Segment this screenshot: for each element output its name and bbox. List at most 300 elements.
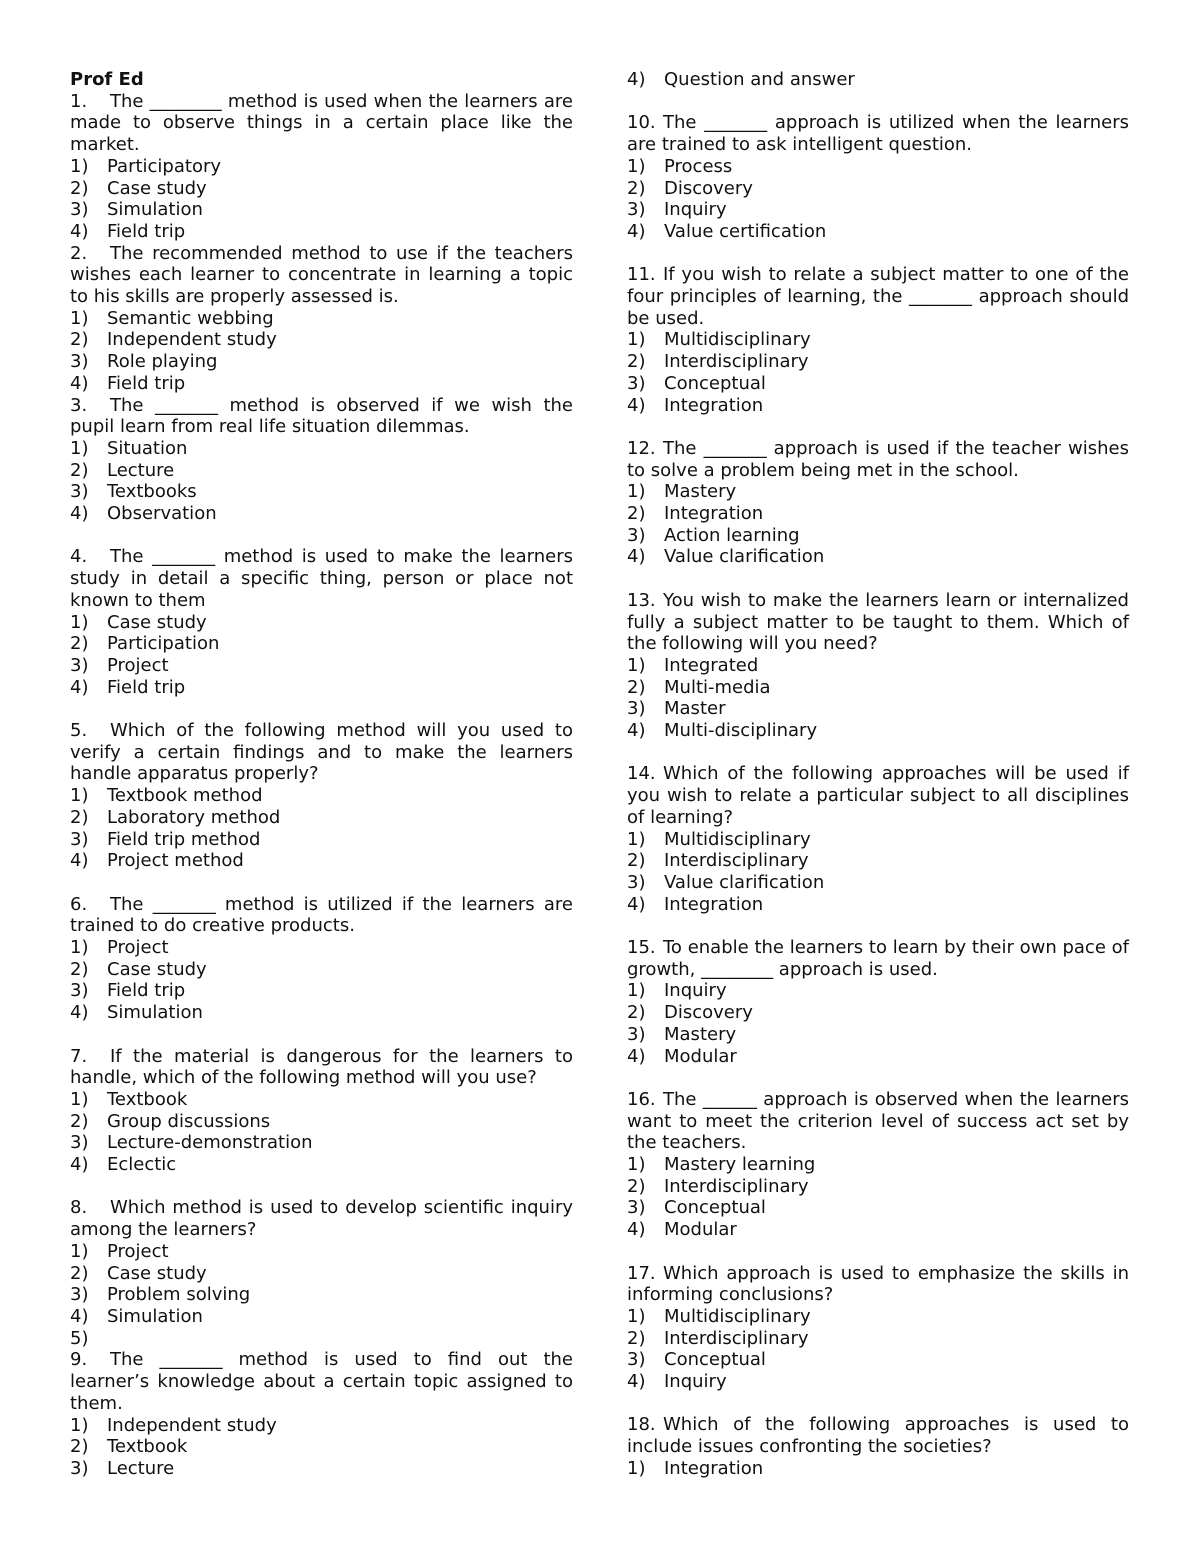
answer-option <box>627 525 1129 547</box>
right-lead-options <box>627 69 1129 91</box>
answer-option <box>627 481 1129 503</box>
question-stem <box>627 1089 1129 1154</box>
option-number: 3) <box>627 1023 646 1045</box>
answer-option <box>627 395 1129 417</box>
option-text: Interdisciplinary <box>664 1175 809 1197</box>
question-item <box>627 1414 1129 1479</box>
question-number: 6. <box>70 893 88 915</box>
answer-option <box>70 612 573 634</box>
option-number: 4) <box>70 850 89 872</box>
option-number: 3) <box>70 654 89 676</box>
option-text: Inquiry <box>664 199 727 221</box>
document-title: Prof Ed <box>70 69 144 90</box>
question-stem <box>70 720 573 785</box>
spacer <box>627 568 1129 590</box>
question-item <box>70 243 573 395</box>
question-item <box>70 91 573 243</box>
answer-option <box>70 1458 573 1480</box>
option-text: Integration <box>664 394 764 416</box>
option-text: Mastery <box>664 1023 737 1045</box>
option-text: Project <box>107 654 169 676</box>
question-item <box>70 720 573 894</box>
option-list <box>627 481 1129 568</box>
option-number: 3) <box>627 871 646 893</box>
option-number: 3) <box>627 199 646 221</box>
option-number: 4) <box>70 1306 89 1327</box>
answer-option <box>627 156 1129 178</box>
question-text: You wish to make the learners learn or internalized fully a subject matter to be taught to them. Which of the following will you need? <box>627 589 1129 655</box>
option-number: 2) <box>70 806 89 828</box>
question-number: 2. <box>70 242 88 264</box>
option-text: Inquiry <box>664 980 727 1002</box>
answer-option <box>627 1458 1129 1480</box>
option-text: Mastery <box>664 481 737 503</box>
option-text: Problem solving <box>107 1284 251 1306</box>
option-number: 1) <box>627 481 646 503</box>
option-list <box>627 329 1129 416</box>
option-text: Field trip method <box>107 828 261 850</box>
option-number: 3) <box>70 481 89 503</box>
question-stem <box>70 243 573 308</box>
answer-option <box>627 655 1129 677</box>
option-text: Value certification <box>664 220 827 242</box>
answer-option <box>627 1219 1129 1241</box>
option-text: Observation <box>107 503 217 525</box>
option-number: 4) <box>627 69 646 90</box>
option-text: Project method <box>107 850 244 872</box>
option-number: 1) <box>627 329 646 351</box>
question-text: The _______ method is used to find out the learner’s knowledge about a certain topic assigned to them. <box>70 1349 573 1414</box>
question-number: 7. <box>70 1045 88 1067</box>
option-text: Independent study <box>107 329 277 351</box>
answer-option <box>627 894 1129 916</box>
question-item <box>627 590 1129 764</box>
option-number: 4) <box>70 676 89 698</box>
question-stem <box>627 438 1129 481</box>
option-number: 4) <box>70 1154 89 1176</box>
answer-option <box>627 1154 1129 1176</box>
option-number: 2) <box>70 1436 89 1458</box>
option-text: Mastery learning <box>664 1154 816 1176</box>
answer-option <box>627 698 1129 720</box>
option-text: Interdisciplinary <box>664 1327 809 1349</box>
spacer <box>627 91 1129 113</box>
option-text: Textbook <box>107 1436 188 1458</box>
answer-option <box>70 633 573 655</box>
option-number: 4) <box>627 1219 646 1241</box>
option-number: 1) <box>70 307 89 329</box>
option-number: 1) <box>70 155 89 177</box>
question-text: Which approach is used to emphasize the skills in informing conclusions? <box>627 1262 1129 1306</box>
answer-option <box>627 69 1129 91</box>
option-number: 1) <box>70 1414 89 1436</box>
answer-option <box>70 373 573 395</box>
answer-option <box>627 872 1129 894</box>
option-number: 2) <box>627 177 646 199</box>
spacer <box>70 1024 573 1046</box>
question-number: 3. <box>70 394 88 416</box>
question-text: Which of the following approaches will be used if you wish to relate a particular subject to all disciplines of learning? <box>627 763 1129 828</box>
answer-option <box>627 351 1129 373</box>
question-stem <box>627 112 1129 155</box>
option-list <box>70 438 573 525</box>
question-stem <box>627 1414 1129 1457</box>
answer-option <box>627 1306 1129 1328</box>
question-text: The ______ approach is observed when the learners want to meet the criterion level of success act set by the teachers. <box>627 1088 1129 1154</box>
question-item <box>627 112 1129 264</box>
option-number: 1) <box>627 1305 646 1327</box>
option-number: 3) <box>70 1284 89 1306</box>
answer-option <box>70 199 573 221</box>
option-number: 2) <box>70 177 89 199</box>
question-stem <box>70 546 573 611</box>
question-item <box>70 395 573 547</box>
spacer <box>627 915 1129 937</box>
right-column <box>627 69 1129 1480</box>
option-number: 1) <box>70 1088 89 1110</box>
left-column <box>70 69 573 1480</box>
answer-option <box>70 1415 573 1437</box>
question-number: 11. <box>627 264 656 286</box>
option-text: Integrated <box>664 654 759 676</box>
option-number: 5) <box>70 1327 89 1349</box>
option-list <box>70 156 573 243</box>
question-stem <box>70 91 573 156</box>
question-number: 10. <box>627 112 656 134</box>
option-number: 2) <box>627 676 646 698</box>
option-number: 2) <box>70 958 89 980</box>
option-text: Multidisciplinary <box>664 828 811 850</box>
answer-option <box>70 785 573 807</box>
answer-option <box>70 937 573 959</box>
option-number: 2) <box>70 633 89 655</box>
question-number: 8. <box>70 1197 88 1219</box>
question-item <box>70 894 573 1046</box>
question-text: Which method is used to develop scientific inquiry among the learners? <box>70 1197 573 1241</box>
option-number: 3) <box>70 828 89 850</box>
option-number: 1) <box>627 828 646 850</box>
option-text: Discovery <box>664 1002 753 1024</box>
answer-option <box>627 1024 1129 1046</box>
option-list <box>70 1089 573 1176</box>
option-number: 3) <box>627 372 646 394</box>
option-number: 2) <box>627 850 646 872</box>
option-number: 4) <box>627 546 646 568</box>
answer-option <box>70 308 573 330</box>
question-item <box>627 763 1129 937</box>
right-question-list <box>627 112 1129 1479</box>
answer-option <box>70 1263 573 1285</box>
option-list <box>627 829 1129 916</box>
spacer <box>70 525 573 547</box>
question-text: The _______ approach is utilized when the learners are trained to ask intelligent question. <box>627 112 1129 156</box>
answer-option <box>70 1154 573 1176</box>
option-text: Conceptual <box>664 1197 766 1219</box>
option-text: Modular <box>664 1045 737 1067</box>
answer-option <box>70 1002 573 1024</box>
option-number: 1) <box>70 611 89 633</box>
answer-option <box>70 460 573 482</box>
option-text: Inquiry <box>664 1371 727 1393</box>
question-text: Which of the following method will you used to verify a certain findings and to make the learners handle apparatus properly? <box>70 720 573 785</box>
question-text: The recommended method to use if the teachers wishes each learner to concentrate in learning a topic to his skills are properly assessed is. <box>70 242 573 308</box>
answer-option <box>627 850 1129 872</box>
answer-option <box>70 1089 573 1111</box>
option-text: Simulation <box>107 1002 203 1024</box>
option-list <box>70 308 573 395</box>
spacer <box>627 243 1129 265</box>
answer-option <box>627 980 1129 1002</box>
question-stem <box>70 1046 573 1089</box>
option-text: Project <box>107 937 169 959</box>
option-number: 4) <box>627 1045 646 1067</box>
answer-option <box>70 959 573 981</box>
question-item <box>70 1197 573 1349</box>
option-number: 4) <box>627 1371 646 1393</box>
option-list <box>70 785 573 872</box>
answer-option <box>627 1046 1129 1068</box>
answer-option <box>627 1176 1129 1198</box>
option-list <box>70 612 573 699</box>
option-number: 2) <box>70 1262 89 1284</box>
option-number: 3) <box>70 1132 89 1154</box>
option-text: Group discussions <box>107 1110 271 1132</box>
answer-option <box>70 329 573 351</box>
option-text: Interdisciplinary <box>664 850 809 872</box>
answer-option <box>627 373 1129 395</box>
option-number: 4) <box>70 220 89 242</box>
option-text: Simulation <box>107 199 203 221</box>
option-text: Case study <box>107 1262 207 1284</box>
option-text: Field trip <box>107 980 186 1002</box>
option-number: 4) <box>627 893 646 915</box>
answer-option <box>70 1306 573 1328</box>
option-number: 3) <box>627 698 646 720</box>
question-number: 13. <box>627 589 656 611</box>
option-list <box>627 156 1129 243</box>
option-number: 3) <box>70 199 89 221</box>
option-text: Field trip <box>107 676 186 698</box>
option-number: 3) <box>627 1349 646 1371</box>
answer-option <box>627 1349 1129 1371</box>
option-number: 2) <box>70 459 89 481</box>
question-item <box>627 1089 1129 1263</box>
question-stem <box>70 1197 573 1240</box>
question-stem <box>627 1263 1129 1306</box>
answer-option <box>70 481 573 503</box>
option-list <box>627 655 1129 742</box>
answer-option <box>70 1436 573 1458</box>
option-text: Value clarification <box>664 871 825 893</box>
answer-option <box>70 503 573 525</box>
option-number: 2) <box>627 1327 646 1349</box>
option-text: Independent study <box>107 1414 277 1436</box>
answer-option <box>70 178 573 200</box>
answer-option <box>70 351 573 373</box>
answer-option <box>627 178 1129 200</box>
question-stem <box>70 1349 573 1414</box>
answer-option <box>70 807 573 829</box>
answer-option <box>627 546 1129 568</box>
question-item <box>627 438 1129 590</box>
option-number: 2) <box>627 1175 646 1197</box>
answer-option <box>627 503 1129 525</box>
question-item <box>70 546 573 720</box>
option-text: Case study <box>107 177 207 199</box>
option-number: 1) <box>70 937 89 959</box>
option-number: 3) <box>70 1457 89 1479</box>
option-text: Multi-media <box>664 676 771 698</box>
question-text: Which of the following approaches is used to include issues confronting the societies? <box>627 1414 1129 1458</box>
question-item <box>70 1046 573 1198</box>
option-list <box>627 1458 1129 1480</box>
question-text: If the material is dangerous for the learners to handle, which of the following method will you use? <box>70 1045 573 1089</box>
answer-option <box>627 329 1129 351</box>
option-text: Participatory <box>107 155 222 177</box>
option-text: Master <box>664 698 726 720</box>
option-text: Lecture <box>107 1457 175 1479</box>
option-text: Conceptual <box>664 1349 766 1371</box>
option-text: Question and answer <box>664 69 855 90</box>
option-number: 3) <box>70 351 89 373</box>
option-text: Simulation <box>107 1306 203 1327</box>
question-stem <box>627 937 1129 980</box>
answer-option <box>70 438 573 460</box>
question-stem <box>70 894 573 937</box>
option-text: Integration <box>664 1457 764 1479</box>
option-text: Multi-disciplinary <box>664 720 818 742</box>
spacer <box>70 1176 573 1198</box>
option-number: 4) <box>627 720 646 742</box>
option-text: Lecture <box>107 459 175 481</box>
option-text: Integration <box>664 893 764 915</box>
option-text: Laboratory method <box>107 806 281 828</box>
option-text: Textbooks <box>107 481 197 503</box>
option-list <box>627 1154 1129 1241</box>
option-text: Project <box>107 1240 169 1262</box>
option-text: Case study <box>107 611 207 633</box>
option-number: 1) <box>70 1240 89 1262</box>
question-stem <box>627 264 1129 329</box>
question-number: 16. <box>627 1088 656 1110</box>
answer-option <box>70 980 573 1002</box>
spacer <box>70 872 573 894</box>
answer-option <box>70 1132 573 1154</box>
option-text: Value clarification <box>664 546 825 568</box>
option-text: Conceptual <box>664 372 766 394</box>
answer-option <box>627 1197 1129 1219</box>
option-number: 2) <box>627 1002 646 1024</box>
option-text: Multidisciplinary <box>664 329 811 351</box>
option-text: Semantic webbing <box>107 307 274 329</box>
option-number: 4) <box>70 503 89 525</box>
option-text: Field trip <box>107 372 186 394</box>
answer-option <box>627 199 1129 221</box>
option-text: Discovery <box>664 177 753 199</box>
answer-option <box>627 221 1129 243</box>
question-number: 9. <box>70 1349 88 1371</box>
option-text: Textbook <box>107 1088 188 1110</box>
spacer <box>627 742 1129 764</box>
question-text: The _______ approach is used if the teacher wishes to solve a problem being met in the school. <box>627 437 1129 481</box>
option-text: Role playing <box>107 351 218 373</box>
option-number: 1) <box>70 437 89 459</box>
option-number: 2) <box>627 503 646 525</box>
spacer <box>627 416 1129 438</box>
option-text: Case study <box>107 958 207 980</box>
option-number: 3) <box>627 524 646 546</box>
option-text: Process <box>664 155 733 177</box>
option-number: 1) <box>627 654 646 676</box>
question-text: The ________ method is used when the learners are made to observe things in a certain place like the market. <box>70 90 573 156</box>
option-number: 4) <box>70 1002 89 1024</box>
answer-option <box>70 850 573 872</box>
option-number: 3) <box>627 1197 646 1219</box>
option-number: 2) <box>70 1110 89 1132</box>
option-number: 1) <box>627 980 646 1002</box>
option-number: 1) <box>627 155 646 177</box>
option-number: 3) <box>70 980 89 1002</box>
answer-option <box>627 677 1129 699</box>
option-number: 1) <box>627 1457 646 1479</box>
question-text: The _______ method is used to make the learners study in detail a specific thing, person or place not known to them <box>70 546 573 611</box>
question-item <box>627 264 1129 438</box>
question-number: 17. <box>627 1262 656 1284</box>
option-list <box>70 1241 573 1350</box>
option-number: 1) <box>70 785 89 807</box>
answer-option <box>627 1371 1129 1393</box>
option-text: Modular <box>664 1219 737 1241</box>
option-text: Situation <box>107 437 188 459</box>
answer-option <box>627 720 1129 742</box>
spacer <box>627 1067 1129 1089</box>
option-number: 4) <box>627 220 646 242</box>
option-number: 2) <box>627 351 646 373</box>
question-text: The _______ method is utilized if the learners are trained to do creative products. <box>70 893 573 937</box>
option-list <box>70 1415 573 1480</box>
spacer <box>627 1393 1129 1415</box>
question-number: 1. <box>70 90 88 112</box>
answer-option <box>70 1328 573 1350</box>
option-number: 4) <box>627 394 646 416</box>
option-list <box>627 1306 1129 1393</box>
question-text: The _______ method is observed if we wish the pupil learn from real life situation dilemmas. <box>70 394 573 438</box>
spacer <box>70 698 573 720</box>
question-item <box>70 1349 573 1479</box>
question-stem <box>70 395 573 438</box>
spacer <box>627 1241 1129 1263</box>
question-item <box>627 937 1129 1089</box>
answer-option <box>70 1111 573 1133</box>
question-number: 14. <box>627 763 656 785</box>
option-text: Participation <box>107 633 220 655</box>
answer-option <box>627 829 1129 851</box>
option-number: 1) <box>627 1154 646 1176</box>
question-text: If you wish to relate a subject matter to one of the four principles of learning, the _______ approach should be used. <box>627 264 1129 329</box>
question-number: 15. <box>627 937 656 959</box>
answer-option <box>70 221 573 243</box>
answer-option <box>70 677 573 699</box>
option-text: Eclectic <box>107 1154 177 1176</box>
question-number: 5. <box>70 720 88 742</box>
option-text: Action learning <box>664 524 800 546</box>
option-text: Lecture-demonstration <box>107 1132 313 1154</box>
question-number: 18. <box>627 1414 656 1436</box>
question-stem <box>627 590 1129 655</box>
answer-option <box>70 156 573 178</box>
question-item <box>627 1263 1129 1415</box>
option-text: Multidisciplinary <box>664 1305 811 1327</box>
